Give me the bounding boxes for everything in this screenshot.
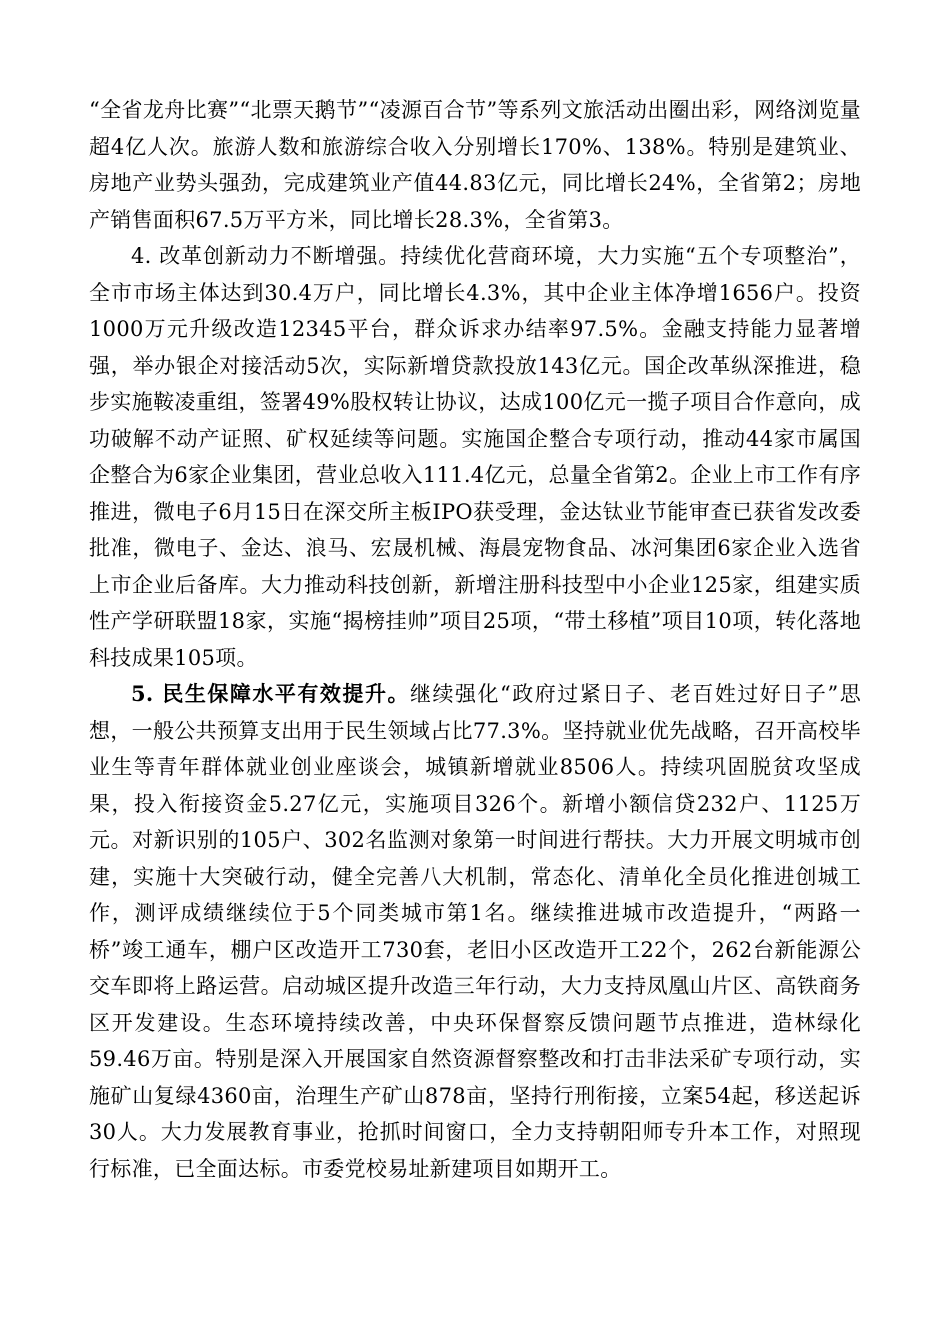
paragraph-tourism-text: “全省龙舟比赛”“北票天鹅节”“凌源百合节”等系列文旅活动出圈出彩，网络浏览量超4亿人次。旅游人数和旅游综合收入分别增长170%、138%。特别是建筑业、房地产业势头强劲，完成建筑业产值44.83亿元，同比增长24%，全省第2；房地产销售面积67.5万平方米，同比增长28.3%，全省第3。 <box>89 98 861 232</box>
paragraph-livelihood-text: 继续强化“政府过紧日子、老百姓过好日子”思想，一般公共预算支出用于民生领域占比77.3%。坚持就业优先战略，召开高校毕业生等青年群体就业创业座谈会，城镇新增就业8506人。持续巩固脱贫攻坚成果，投入衔接资金5.27亿元，实施项目326个。新增小额信贷232户、1125万元。对新识别的105户、302名监测对象第一时间进行帮扶。大力开展文明城市创建，实施十大突破行动，健全完善八大机制，常态化、清单化全员化推进创城工作，测评成绩继续位于5个同类城市第1名。继续推进城市改造提升，“两路一桥”竣工通车，棚户区改造开工730套，老旧小区改造开工22个，262台新能源公交车即将上路运营。启动城区提升改造三年行动，大力支持凤凰山片区、高铁商务区开发建设。生态环境持续改善，中央环保督察反馈问题节点推进，造林绿化59.46万亩。特别是深入开展国家自然资源督察整改和打击非法采矿专项行动，实施矿山复绿4360亩，治理生产矿山878亩，坚持行刑衔接，立案54起，移送起诉30人。大力发展教育事业，抢抓时间窗口，全力支持朝阳师专升本工作，对照现行标准，已全面达标。市委党校易址新建项目如期开工。 <box>89 682 861 1181</box>
paragraph-reform <box>89 238 861 676</box>
paragraph-livelihood-heading: 5. 民生保障水平有效提升。 <box>131 681 410 706</box>
document-page <box>89 92 861 1187</box>
paragraph-livelihood <box>89 676 861 1187</box>
paragraph-reform-text: 4. 改革创新动力不断增强。持续优化营商环境，大力实施“五个专项整治”，全市市场主体达到30.4万户，同比增长4.3%，其中企业主体净增1656户。投资1000万元升级改造12345平台，群众诉求办结率97.5%。金融支持能力显著增强，举办银企对接活动5次，实际新增贷款投放143亿元。国企改革纵深推进，稳步实施鞍凌重组，签署49%股权转让协议，达成100亿元一揽子项目合作意向，成功破解不动产证照、矿权延续等问题。实施国企整合专项行动，推动44家市属国企整合为6家企业集团，营业总收入111.4亿元，总量全省第2。企业上市工作有序推进，微电子6月15日在深交所主板IPO获受理，金达钛业节能审查已获省发改委批准，微电子、金达、浪马、宏晟机械、海晨宠物食品、冰河集团6家企业入选省上市企业后备库。大力推动科技创新，新增注册科技型中小企业125家，组建实质性产学研联盟18家，实施“揭榜挂帅”项目25项，“带土移植”项目10项，转化落地科技成果105项。 <box>89 244 861 670</box>
paragraph-tourism <box>89 92 861 238</box>
